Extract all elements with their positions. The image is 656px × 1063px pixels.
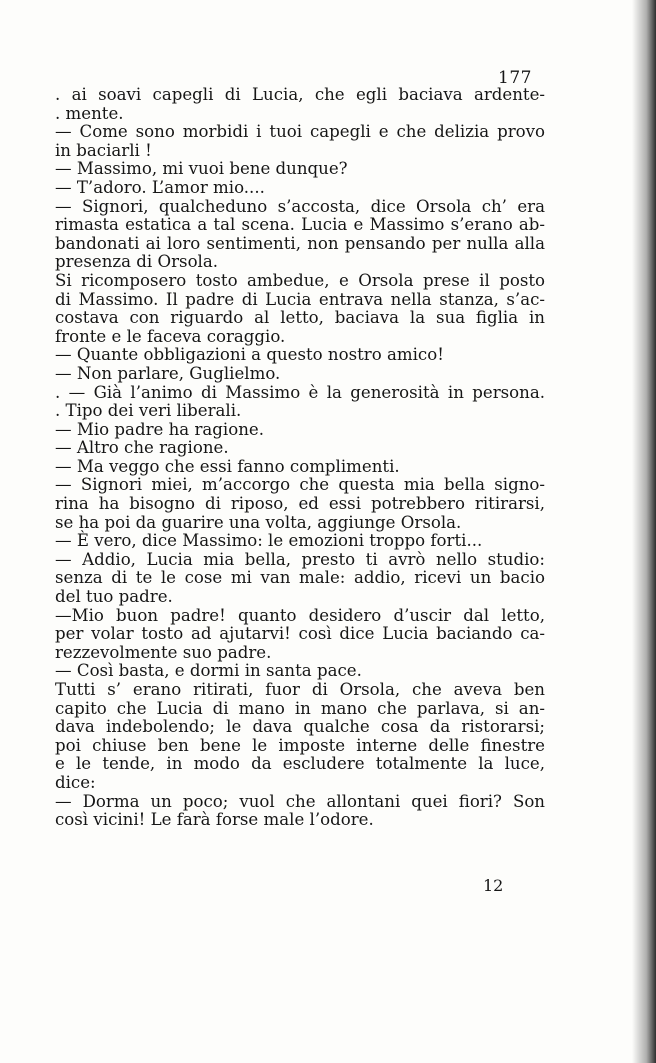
text-line: presenza di Orsola.	[55, 252, 219, 272]
text-line: — Signori, qualcheduno s’accosta, dice Orsola ch’ era	[55, 196, 545, 216]
text-line: — Addio, Lucia mia bella, presto ti avrò nello studio:	[55, 549, 545, 569]
text-line: costava con riguardo al letto, baciava la sua figlia in	[55, 308, 545, 328]
text-line: rina ha bisogno di riposo, ed essi potrebbero ritirarsi,	[55, 494, 545, 514]
text-line: rimasta estatica a tal scena. Lucia e Massimo s’erano ab-	[55, 215, 545, 235]
text-line: — Signori miei, m’accorgo che questa mia bella signo-	[55, 475, 545, 495]
text-line: per volar tosto ad ajutarvi! così dice Lucia baciando ca-	[55, 624, 545, 644]
text-line: . ai soavi capegli di Lucia, che egli baciava ardente-	[55, 85, 545, 104]
text-line: — T’adoro. L’amor mio....	[55, 177, 265, 197]
text-line: — Quante obbligazioni a questo nostro amico!	[55, 345, 444, 365]
body-text	[55, 86, 545, 830]
text-line: — Altro che ragione.	[55, 438, 229, 458]
text-line: senza di te le cose mi van male: addio, ricevi un bacio	[55, 568, 545, 588]
text-line: poi chiuse ben bene le imposte interne delle finestre	[55, 735, 545, 755]
text-line: — Dorma un poco; vuol che allontani quei fiori? Son	[55, 791, 545, 811]
text-line: Tutti s’ erano ritirati, fuor di Orsola, che aveva ben	[55, 680, 545, 699]
text-line: fronte e le faceva coraggio.	[55, 326, 286, 346]
page-edge-shadow	[632, 0, 656, 1063]
text-line: —Mio buon padre! quanto desidero d’uscir dal letto,	[55, 605, 545, 625]
text-line: del tuo padre.	[55, 587, 173, 607]
text-line: . mente.	[55, 103, 124, 123]
text-line: di Massimo. Il padre di Lucia entrava nella stanza, s’ac-	[55, 289, 545, 309]
text-line: — È vero, dice Massimo: le emozioni troppo forti...	[55, 531, 483, 551]
text-line: — Massimo, mi vuoi bene dunque?	[55, 159, 348, 179]
signature-mark: 12	[483, 876, 504, 895]
text-line: e le tende, in modo da escludere totalmente la luce,	[55, 754, 545, 774]
text-line: bandonati ai loro sentimenti, non pensando per nulla alla	[55, 233, 545, 253]
text-line: — Non parlare, Guglielmo.	[55, 363, 281, 383]
text-line: — Ma veggo che essi fanno complimenti.	[55, 456, 400, 476]
text-line: Si ricomposero tosto ambedue, e Orsola prese il posto	[55, 270, 545, 290]
text-line: — Come sono morbidi i tuoi capegli e che delizia provo	[55, 122, 545, 142]
text-line: capito che Lucia di mano in mano che parlava, si an-	[55, 698, 545, 718]
page-number: 177	[498, 68, 532, 88]
text-line: — Così basta, e dormi in santa pace.	[55, 661, 362, 681]
text-line: — Mio padre ha ragione.	[55, 419, 264, 439]
text-line: in baciarli !	[55, 140, 152, 160]
text-line: rezzevolmente suo padre.	[55, 642, 272, 662]
text-line: . Tipo dei veri liberali.	[55, 401, 242, 421]
text-line: dava indebolendo; le dava qualche cosa da ristorarsi;	[55, 717, 545, 737]
text-line: dice:	[55, 772, 96, 792]
text-line: se ha poi da guarire una volta, aggiunge Orsola.	[55, 512, 462, 532]
text-line: . — Già l’animo di Massimo è la generosità in persona.	[55, 382, 545, 402]
text-line: così vicini! Le farà forse male l’odore.	[55, 810, 374, 830]
